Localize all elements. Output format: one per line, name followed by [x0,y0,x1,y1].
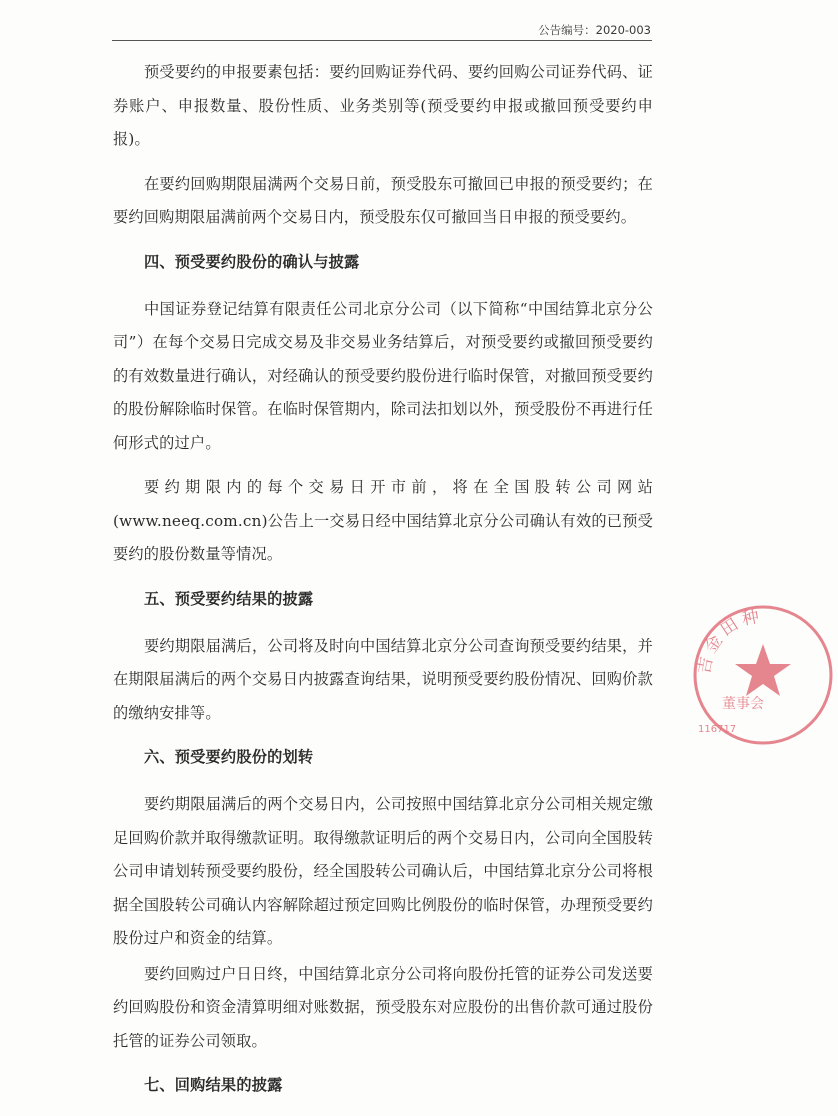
paragraph-declaration-elements: 预受要约的申报要素包括：要约回购证券代码、要约回购公司证券代码、证券账户、申报数量、股份性质、业务类别等(预受要约申报或撤回预受要约申报)。 [113,63,653,148]
seal-star-icon [735,644,791,696]
seal-top-text: 吉金田种 [694,606,765,676]
paragraph-daily-announcement: 要约期限内的每个交易日开市前，将在全国股转公司网站(www.neeq.com.cn)公告上一交易日经中国结算北京分公司确认有效的已预受要约的股份数量等情况。 [113,478,653,563]
paragraph-transfer: 要约期限届满后的两个交易日内，公司按照中国结算北京分公司相关规定缴足回购价款并取得缴款证明。取得缴款证明后的两个交易日内，公司向全国股转公司申请划转预受要约股份，经全国股转公司确认后，中国结算北京分公司将根据全国股转公司确认内容解除超过预定回购比例股份的临时保管，办理预受要约股份过户和资金的结算。 [113,795,653,947]
paragraph-settlement: 要约回购过户日日终，中国结算北京分公司将向股份托管的证券公司发送要约回购股份和资金清算明细对账数据，预受股东对应股份的出售价款可通过股份托管的证券公司领取。 [113,964,653,1050]
paragraph-confirmation: 中国证券登记结算有限责任公司北京分公司（以下简称“中国结算北京分公司”）在每个交易日完成交易及非交易业务结算后，对预受要约或撤回预受要约的有效数量进行确认，对经确认的预受要约股份进行临时保管，对撤回预受要约的股份解除临时保管。在临时保管期内，除司法扣划以外，预受股份不再进行任何形式的过户。 [113,299,653,452]
section-heading-7: 七、回购结果的披露 [144,1076,283,1094]
paragraph-result-disclosure: 要约期限届满后，公司将及时向中国结算北京分公司查询预受要约结果，并在期限届满后的两个交易日内披露查询结果，说明预受要约股份情况、回购价款的缴纳安排等。 [113,636,653,722]
seal-code: 116717 [698,724,737,735]
section-heading-5: 五、预受要约结果的披露 [144,589,314,608]
section-heading-6: 六、预受要约股份的划转 [144,748,314,766]
paragraph-withdrawal-rules: 在要约回购期限届满两个交易日前，预受股东可撤回已申报的预受要约；在要约回购期限届满前两个交易日内，预受股东仅可撤回当日申报的预受要约。 [113,174,653,226]
announcement-number: 公告编号：2020-003 [538,23,651,37]
document-body [113,56,653,1116]
seal-bottom-text: 董事会 [722,696,764,712]
company-seal [688,600,838,750]
section-heading-4: 四、预受要约股份的确认与披露 [144,252,360,271]
header-divider [112,40,652,41]
